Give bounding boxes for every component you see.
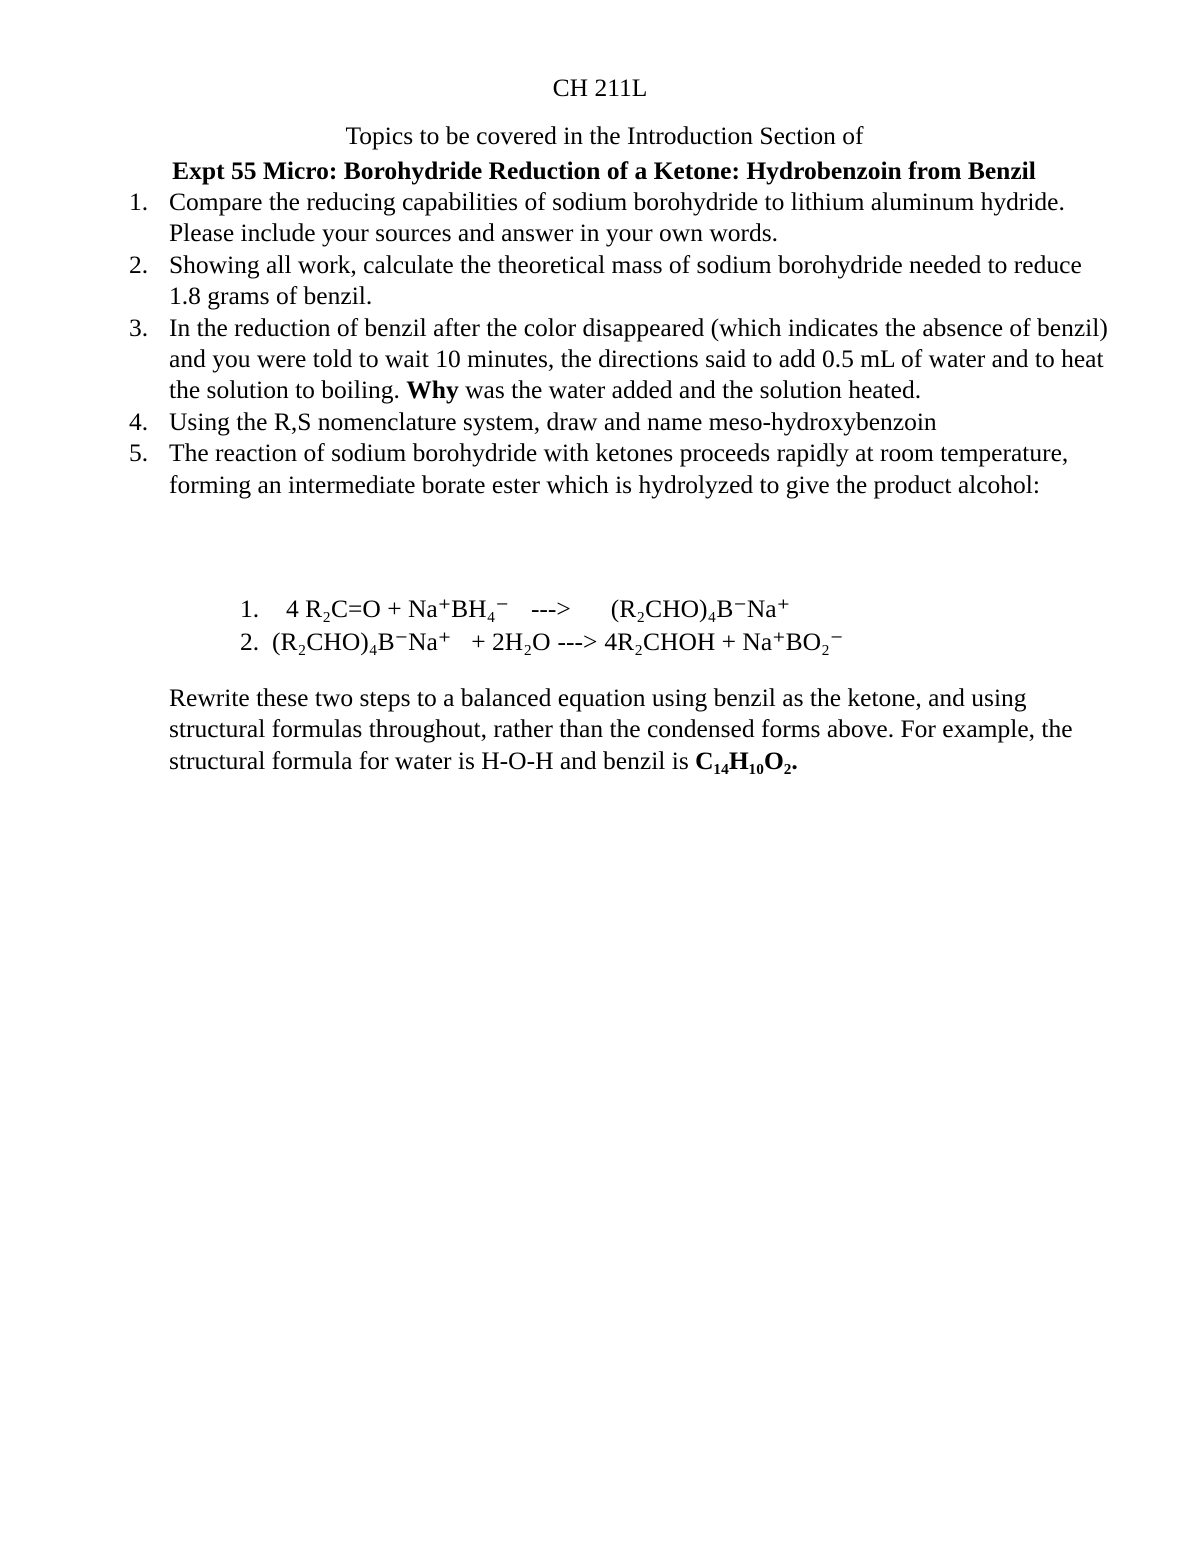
benzil-formula: C₁₄H₁₀O₂.	[695, 745, 798, 775]
equation-reactant: (R₂CHO)₄B⁻Na⁺	[272, 627, 452, 656]
rewrite-text: Rewrite these two steps to a balanced equation using benzil as the ketone, and using structural formulas throughout, rather than the condensed forms above. For example, the structural formula for water is H-O-H and benzil is	[169, 683, 1073, 775]
question-number: 2.	[129, 249, 149, 279]
reaction-equation	[240, 593, 843, 626]
equation-arrow: --->	[557, 627, 598, 656]
equation-number: 1.	[240, 594, 260, 623]
question-number: 1.	[129, 187, 149, 216]
equation-arrow: --->	[530, 594, 571, 623]
question-number: 3.	[129, 312, 149, 342]
equation-products: (R₂CHO)₄B⁻Na⁺	[610, 594, 791, 623]
question-text: Showing all work, calculate the theoretical mass of sodium borohydride needed to reduce 1.8 grams of benzil.	[169, 249, 1082, 311]
reaction-equations	[240, 593, 843, 659]
equation-reactant-water: + 2H₂O	[471, 627, 551, 656]
reaction-equation	[240, 626, 843, 659]
experiment-title: Expt 55 Micro: Borohydride Reduction of a Ketone: Hydrobenzoin from Benzil	[172, 156, 1036, 185]
question-emphasis: Why	[406, 375, 459, 405]
topics-line: Topics to be covered in the Introduction Section of	[345, 121, 864, 150]
equation-number: 2.	[240, 627, 260, 656]
equation-products: 4R₂CHOH + Na⁺BO₂⁻	[604, 627, 844, 656]
equation-reactants: 4 R₂C=O + Na⁺BH₄⁻	[286, 594, 509, 623]
question-item	[126, 437, 1116, 500]
question-number: 4.	[129, 406, 149, 436]
question-text-continued: was the water added and the solution heated.	[458, 375, 922, 405]
rewrite-instructions	[169, 682, 1129, 776]
course-code: CH 211L	[552, 73, 648, 102]
question-item	[126, 249, 1116, 312]
question-item	[126, 406, 1116, 437]
question-text: In the reduction of benzil after the color disappeared (which indicates the absence of benzil) and you were told to wait 10 minutes, the directions said to add 0.5 mL of water and to heat the solution to boiling.	[169, 312, 1108, 405]
question-item	[126, 186, 1116, 249]
question-text: The reaction of sodium borohydride with ketones proceeds rapidly at room temperature, forming an intermediate borate ester which is hydrolyzed to give the product alcohol:	[169, 438, 1069, 499]
question-list	[126, 186, 1116, 500]
question-text: Using the R,S nomenclature system, draw and name meso-hydroxybenzoin	[169, 406, 937, 436]
question-number: 5.	[129, 438, 149, 468]
question-text: Compare the reducing capabilities of sodium borohydride to lithium aluminum hydride. Please include your sources and answer in your own words.	[169, 187, 1065, 248]
question-item	[126, 312, 1116, 406]
